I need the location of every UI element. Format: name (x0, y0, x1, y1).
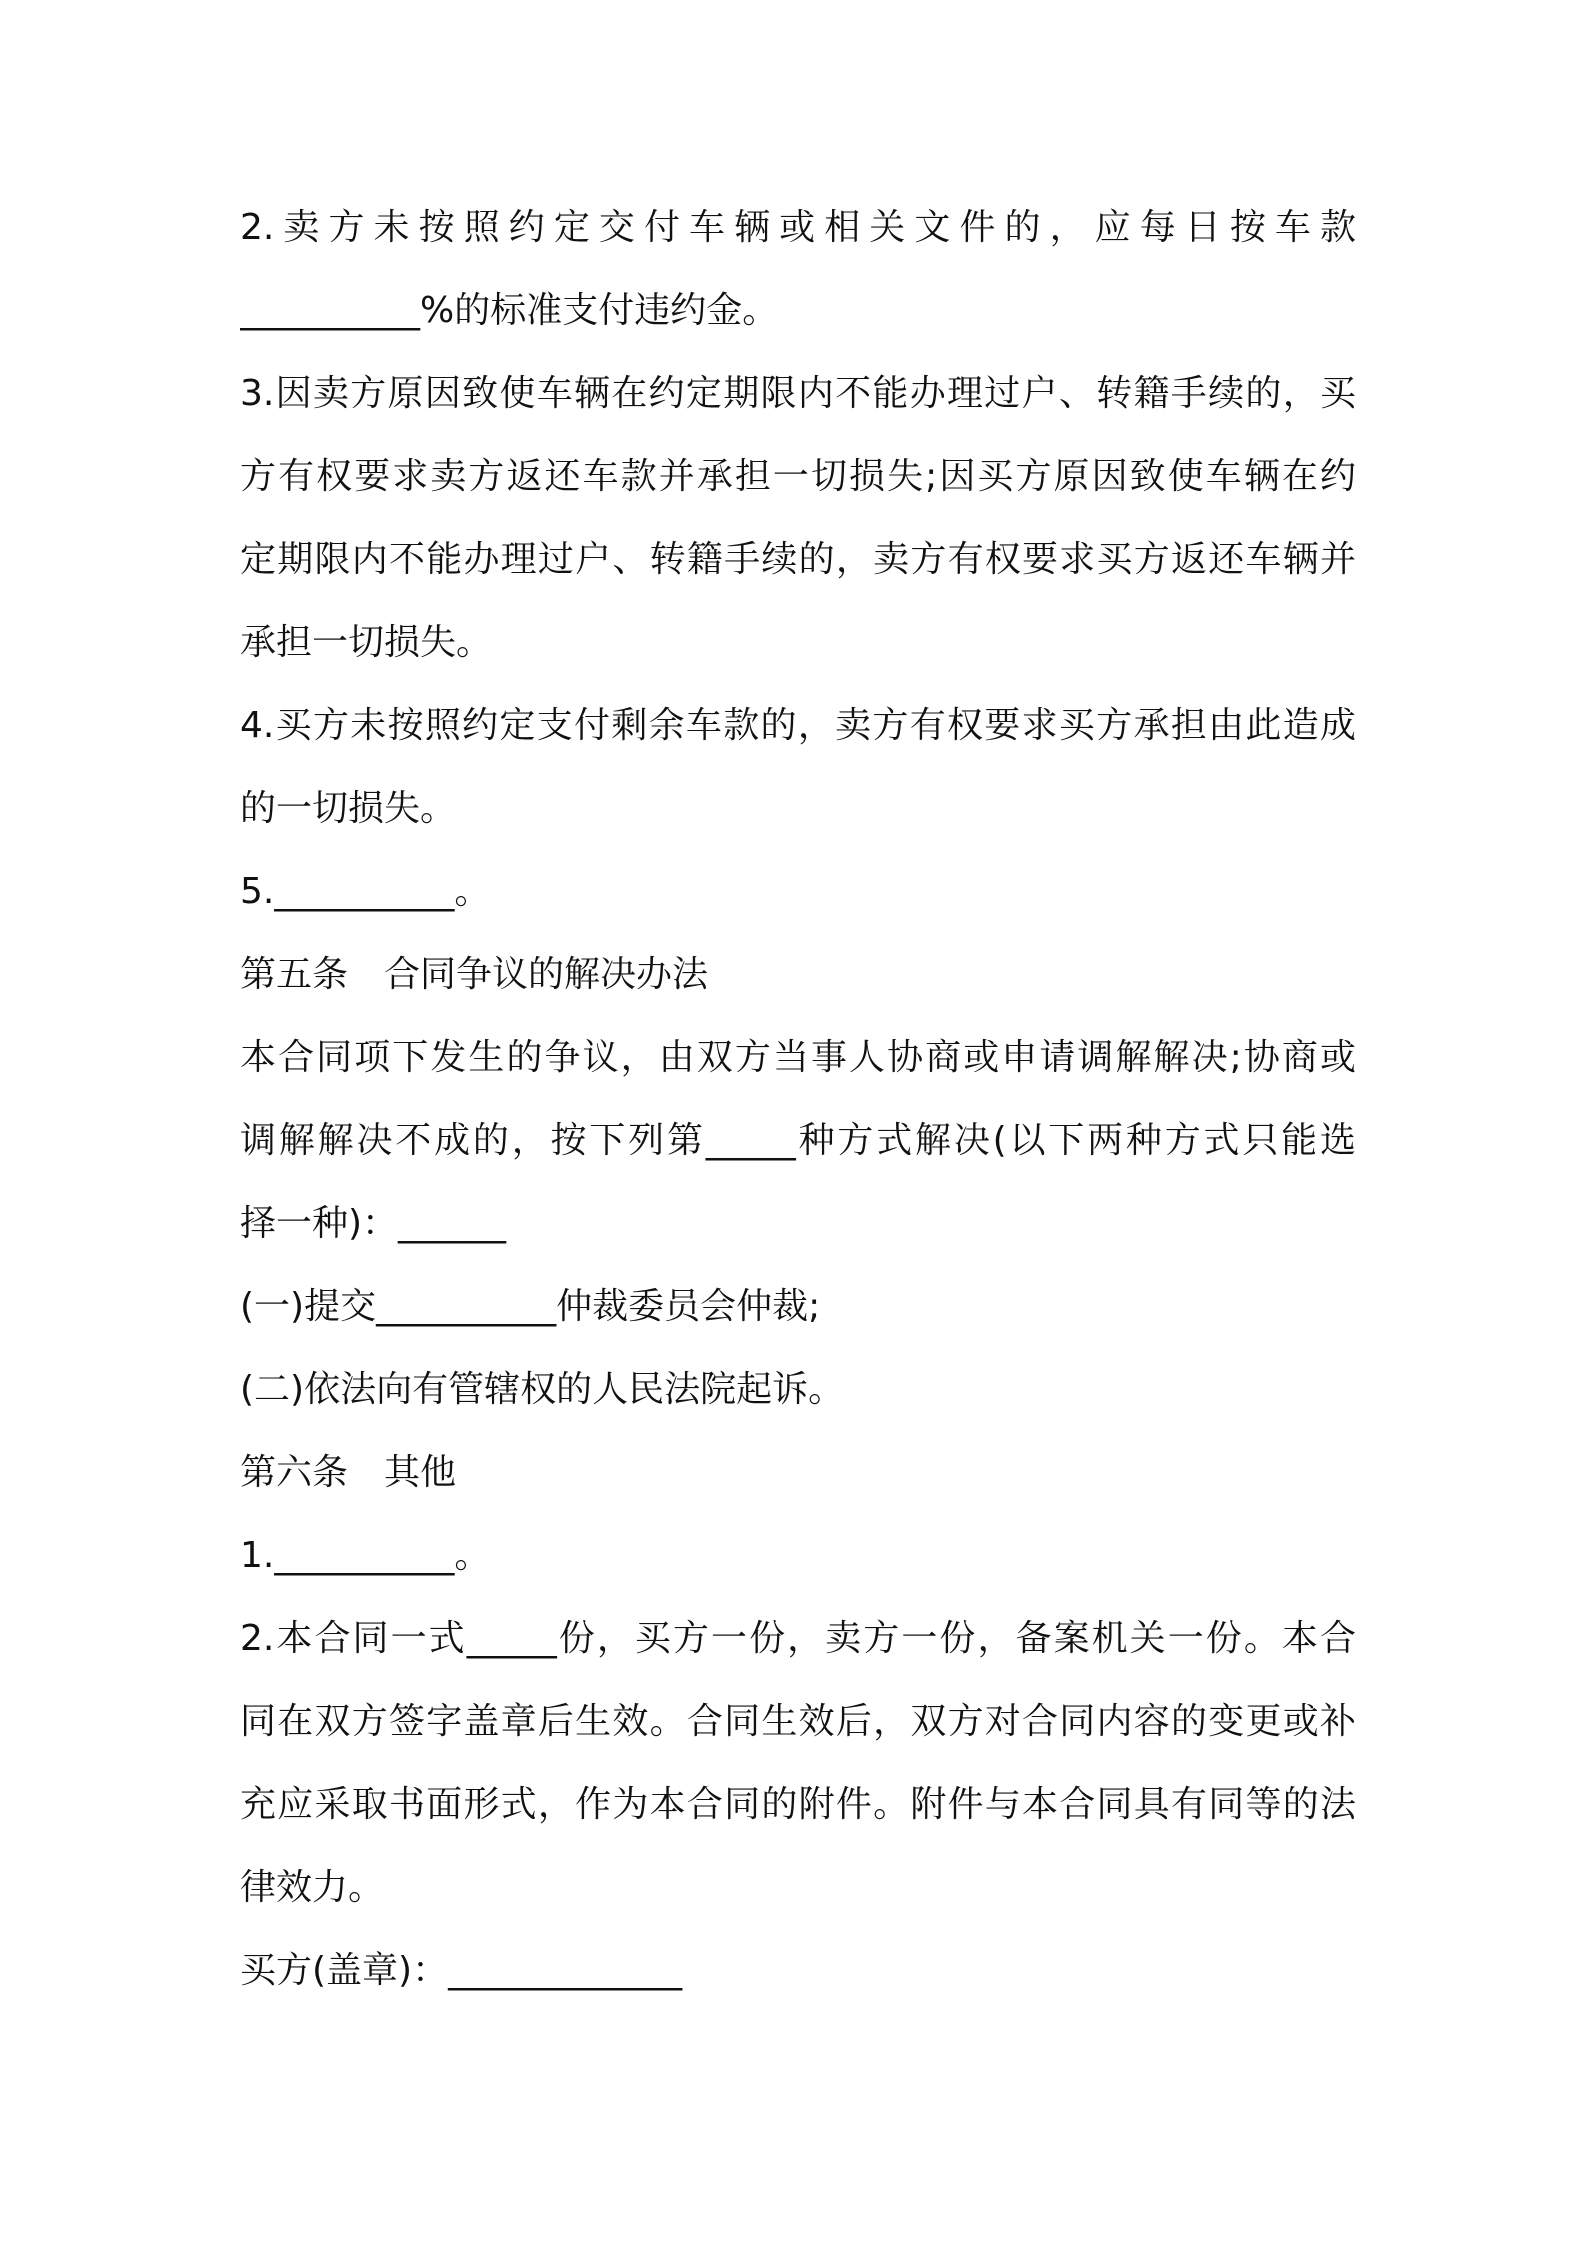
clause-line: 1.__________。 (240, 1535, 491, 1576)
clause-line: __________%的标准支付违约金。 (240, 290, 779, 331)
clause-line: 定期限内不能办理过户、转籍手续的，卖方有权要求买方返还车辆并 (240, 539, 1356, 580)
clause-line: 方有权要求卖方返还车款并承担一切损失;因买方原因致使车辆在约 (240, 456, 1356, 497)
clause-line: 充应采取书面形式，作为本合同的附件。附件与本合同具有同等的法 (240, 1784, 1356, 1825)
clause-line: 2.卖方未按照约定交付车辆或相关文件的，应每日按车款 (240, 207, 1356, 248)
clause-line: 2.本合同一式_____份，买方一份，卖方一份，备案机关一份。本合 (240, 1618, 1356, 1659)
clause-line: (一)提交__________仲裁委员会仲裁; (240, 1286, 821, 1327)
clause-line: 的一切损失。 (240, 788, 457, 829)
clause-line: 5.__________。 (240, 871, 491, 912)
clause-line: 4.买方未按照约定支付剩余车款的，卖方有权要求买方承担由此造成 (240, 705, 1356, 746)
clause-line: 3.因卖方原因致使车辆在约定期限内不能办理过户、转籍手续的，买 (240, 373, 1356, 414)
clause-line: 本合同项下发生的争议，由双方当事人协商或申请调解解决;协商或 (240, 1037, 1356, 1078)
clause-line: (二)依法向有管辖权的人民法院起诉。 (240, 1369, 845, 1410)
contract-page (240, 186, 1356, 2012)
clause-line: 调解解决不成的，按下列第_____种方式解决(以下两种方式只能选 (240, 1120, 1356, 1161)
section-heading: 第五条 合同争议的解决办法 (240, 954, 709, 995)
clause-line: 承担一切损失。 (240, 622, 493, 663)
clause-line: 同在双方签字盖章后生效。合同生效后，双方对合同内容的变更或补 (240, 1701, 1356, 1742)
section-heading: 第六条 其他 (240, 1452, 457, 1493)
clause-line: 择一种)：______ (240, 1203, 507, 1244)
clause-line: 律效力。 (240, 1867, 385, 1908)
buyer-signature-line: 买方(盖章)：_____________ (240, 1950, 683, 1991)
